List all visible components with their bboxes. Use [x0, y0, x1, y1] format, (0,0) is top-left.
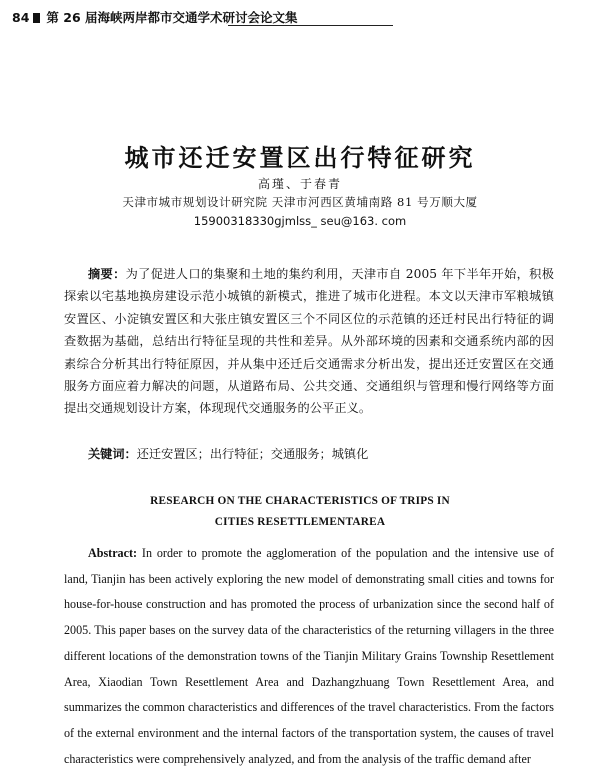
abstract-en-text: In order to promote the agglomeration of the population and the intensive use of land, Tianjin has been actively exploring the new model of demonstrating small cities and towns for house-for-house construction and has promoted the process of urbanization since the second half of 2005. This paper bases on the survey data of the characteristics of the returning villagers in the three different locations of the demonstration towns of the Tianjin Military Grains Township Resettlement Area, Xiaodian Town Resettlement Area and Dazhangzhuang Town Resettlement Area, and summarizes the common characteristics and differences of the travel characteristics. From the factors of the external environment and the internal factors of the transportation system, the causes of travel characteristics were comprehensively analyzed, and from the analysis of the traffic demand after [64, 546, 554, 766]
english-title-line-1: RESEARCH ON THE CHARACTERISTICS OF TRIPS IN [150, 495, 450, 507]
abstract-chinese [64, 263, 554, 420]
keywords-cn-label: 关键词： [88, 447, 137, 461]
journal-name: 第 26 届海峡两岸都市交通学术研讨会论文集 [46, 10, 298, 25]
abstract-en-label: Abstract: [88, 546, 138, 560]
abstract-cn-text: 为了促进人口的集聚和土地的集约利用，天津市自 2005 年下半年开始，积极探索以宅基地换房建设示范小城镇的新模式，推进了城市化进程。本文以天津市军粮城镇安置区、小淀镇安置区和大张庄镇安置区三个不同区位的示范镇的还迁村民出行特征的调查数据为基础，总结出行特征呈现的共性和差异。从外部环境的因素和交通系统内部的因素综合分析其出行特征原因，并从集中还迁后交通需求分析出发，提出还迁安置区在交通服务方面应着力解决的问题，从道路布局、公共交通、交通组织与管理和慢行网络等方面提出交通规划设计方案，体现现代交通服务的公平正义。 [64, 267, 554, 416]
abstract-english [64, 541, 554, 772]
page-number: 84 [12, 10, 30, 25]
english-title-line-2: CITIES RESETTLEMENTAREA [214, 516, 386, 528]
abstract-cn-label: 摘要： [88, 267, 126, 281]
header-rule [228, 25, 393, 26]
paper-authors: 高瑾、于春青 [257, 177, 342, 191]
paper-title: 城市还迁安置区出行特征研究 [124, 144, 476, 172]
paper-affiliation: 天津市城市规划设计研究院 天津市河西区黄埔南路 81 号万顺大厦 [122, 195, 478, 209]
keywords-cn-text: 还迁安置区；出行特征；交通服务；城镇化 [136, 447, 369, 461]
author-email: 15900318330gjmlss_ seu@163. com [193, 214, 407, 228]
running-header [12, 10, 298, 26]
keywords-chinese [88, 443, 558, 465]
header-square-mark [33, 13, 40, 23]
